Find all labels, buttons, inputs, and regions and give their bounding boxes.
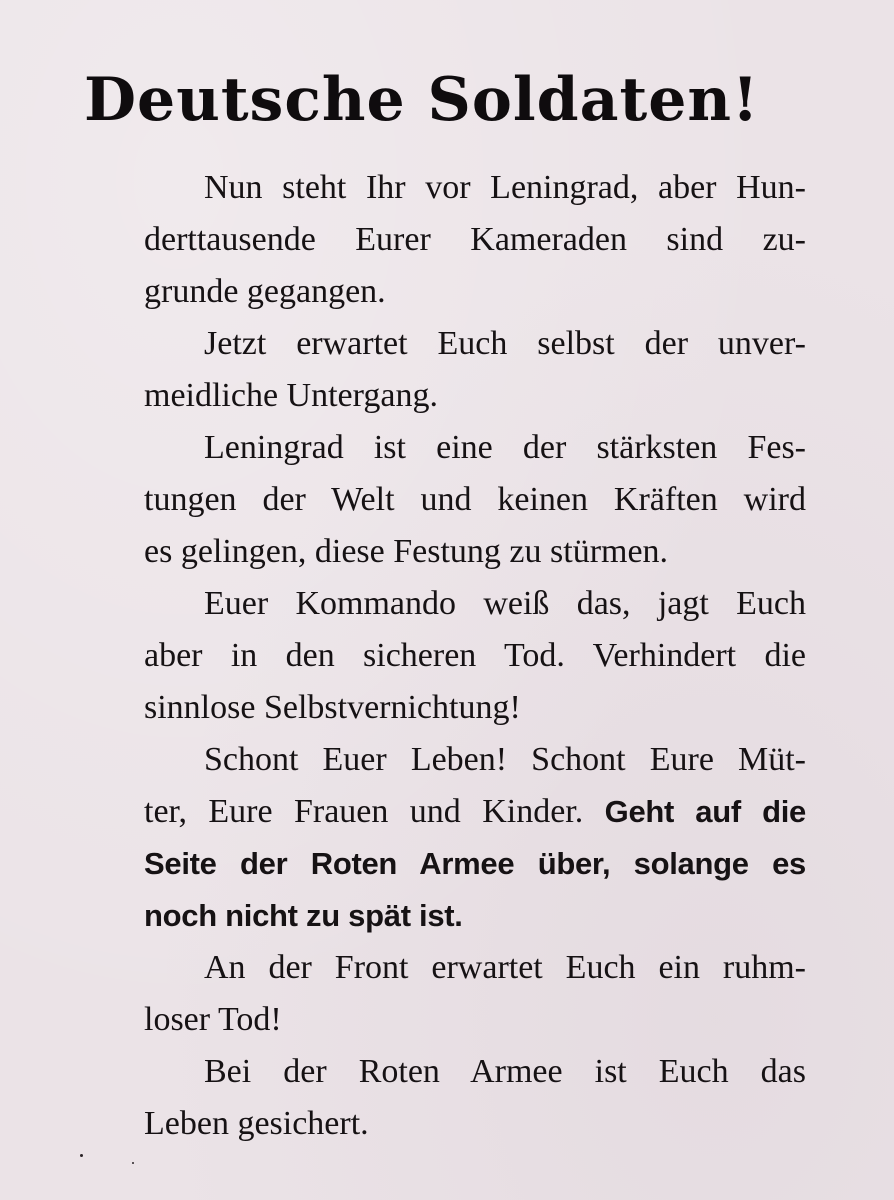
text-line: tungen der Welt und keinen Kräften wird bbox=[144, 481, 806, 518]
text-line: sinnlose Selbstvernichtung! bbox=[144, 689, 521, 726]
text-line: Nun steht Ihr vor Leningrad, aber Hun- bbox=[204, 169, 806, 206]
text-line: Leben gesichert. bbox=[144, 1105, 369, 1142]
text-line: aber in den sicheren Tod. Verhindert die bbox=[144, 637, 806, 674]
bold-appeal-line: noch nicht zu spät ist. bbox=[144, 898, 463, 933]
paragraph-3 bbox=[84, 422, 806, 578]
bold-appeal-text: Geht auf die bbox=[604, 794, 806, 829]
text-line-mixed bbox=[84, 786, 806, 838]
text-line: Jetzt erwartet Euch selbst der unver- bbox=[204, 325, 806, 362]
bold-appeal-line: Seite der Roten Armee über, solange es bbox=[144, 846, 806, 881]
text-line: An der Front erwartet Euch ein ruhm- bbox=[204, 949, 806, 986]
text-line: es gelingen, diese Festung zu stürmen. bbox=[144, 533, 669, 570]
plain-text: ter, Eure Frauen und Kinder. bbox=[144, 793, 605, 830]
text-line: derttausende Eurer Kameraden sind zu- bbox=[144, 221, 806, 258]
paragraph-5 bbox=[84, 734, 806, 942]
text-line: Schont Euer Leben! Schont Eure Müt- bbox=[204, 741, 806, 778]
text-line: grunde gegangen. bbox=[144, 273, 386, 310]
text-line: meidliche Untergang. bbox=[144, 377, 438, 414]
text-line: Bei der Roten Armee ist Euch das bbox=[204, 1053, 806, 1090]
text-line: Euer Kommando weiß das, jagt Euch bbox=[204, 585, 806, 622]
print-speck bbox=[132, 1162, 134, 1164]
paragraph-6 bbox=[84, 942, 806, 1046]
leaflet-title: Deutsche Soldaten! bbox=[84, 65, 760, 135]
print-speck bbox=[80, 1154, 83, 1157]
paragraph-4 bbox=[84, 578, 806, 734]
text-line: Leningrad ist eine der stärksten Fes- bbox=[204, 429, 806, 466]
text-line: loser Tod! bbox=[144, 1001, 282, 1038]
paragraph-1 bbox=[84, 162, 806, 318]
paragraph-2 bbox=[84, 318, 806, 422]
paragraph-7 bbox=[84, 1046, 806, 1150]
leaflet-body bbox=[84, 162, 806, 1150]
